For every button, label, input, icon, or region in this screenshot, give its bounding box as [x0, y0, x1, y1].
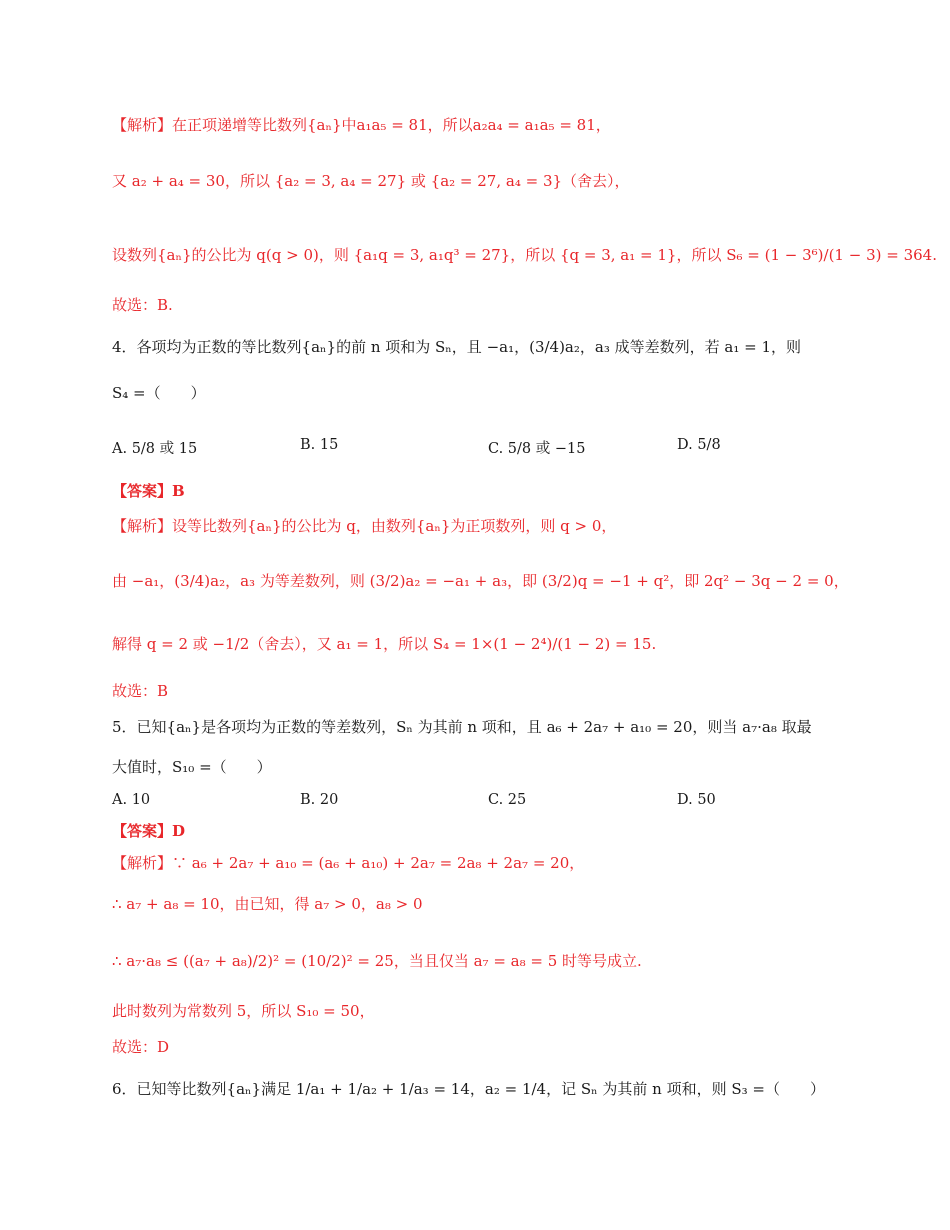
- q5-choice-d[interactable]: D. 50: [677, 792, 716, 808]
- q3-choice-result: 故选：B.: [112, 296, 173, 314]
- q5-analysis-line-1: 【解析】∵ a₆ + 2a₇ + a₁₀ = (a₆ + a₁₀) + 2a₇ = 2a₈ + 2a₇ = 20，: [112, 854, 585, 872]
- q5-stem-cont: 大值时，S₁₀ =（ ）: [112, 758, 272, 776]
- q4-stem: 4．各项均为正数的等比数列{aₙ}的前 n 项和为 Sₙ，且 −a₁，(3/4)a₂，a₃ 成等差数列，若 a₁ = 1，则: [112, 338, 801, 356]
- q4-choice-result: 故选：B: [112, 682, 169, 700]
- q4-analysis-line-1: 【解析】设等比数列{aₙ}的公比为 q，由数列{aₙ}为正项数列，则 q > 0，: [112, 517, 617, 535]
- q4-choice-b[interactable]: B. 15: [300, 437, 339, 453]
- q4-choice-c[interactable]: C. 5/8 或 −15: [488, 441, 586, 457]
- q4-choice-d[interactable]: D. 5/8: [677, 437, 721, 453]
- q3-analysis-line-2: 又 a₂ + a₄ = 30，所以 {a₂ = 3, a₄ = 27} 或 {a₂ = 27, a₄ = 3}（舍去），: [112, 172, 630, 190]
- q5-choice-result: 故选：D: [112, 1038, 170, 1056]
- q5-stem: 5．已知{aₙ}是各项均为正数的等差数列，Sₙ 为其前 n 项和，且 a₆ + 2a₇ + a₁₀ = 20，则当 a₇·a₈ 取最: [112, 718, 812, 736]
- q5-choice-a[interactable]: A. 10: [112, 792, 151, 808]
- q4-analysis-line-3: 解得 q = 2 或 −1/2（舍去），又 a₁ = 1，所以 S₄ = 1×(1 − 2⁴)/(1 − 2) = 15.: [112, 635, 657, 653]
- q6-stem: 6．已知等比数列{aₙ}满足 1/a₁ + 1/a₂ + 1/a₃ = 14，a₂ = 1/4，记 Sₙ 为其前 n 项和，则 S₃ =（ ）: [112, 1080, 825, 1098]
- q5-analysis-line-2: ∴ a₇ + a₈ = 10，由已知，得 a₇ > 0，a₈ > 0: [112, 895, 423, 913]
- q3-analysis-line-3: 设数列{aₙ}的公比为 q(q > 0)，则 {a₁q = 3, a₁q³ = 27}，所以 {q = 3, a₁ = 1}，所以 S₆ = (1 − 3⁶)/(1 − 3) = 364.: [112, 246, 937, 264]
- q4-answer: 【答案】B: [112, 482, 185, 500]
- q5-choice-c[interactable]: C. 25: [488, 792, 527, 808]
- q3-analysis-line-1: 【解析】在正项递增等比数列{aₙ}中a₁a₅ = 81，所以a₂a₄ = a₁a₅ = 81，: [112, 116, 611, 134]
- q5-answer: 【答案】D: [112, 822, 186, 840]
- q4-analysis-line-2: 由 −a₁，(3/4)a₂，a₃ 为等差数列，则 (3/2)a₂ = −a₁ + a₃，即 (3/2)q = −1 + q²，即 2q² − 3q − 2 = 0，: [112, 572, 849, 590]
- q5-choice-b[interactable]: B. 20: [300, 792, 339, 808]
- q5-analysis-line-4: 此时数列为常数列 5，所以 S₁₀ = 50，: [112, 1002, 375, 1020]
- q4-choice-a[interactable]: A. 5/8 或 15: [112, 441, 198, 457]
- q5-analysis-line-3: ∴ a₇·a₈ ≤ ((a₇ + a₈)/2)² = (10/2)² = 25，当且仅当 a₇ = a₈ = 5 时等号成立.: [112, 952, 642, 970]
- q4-stem-cont: S₄ =（ ）: [112, 384, 206, 402]
